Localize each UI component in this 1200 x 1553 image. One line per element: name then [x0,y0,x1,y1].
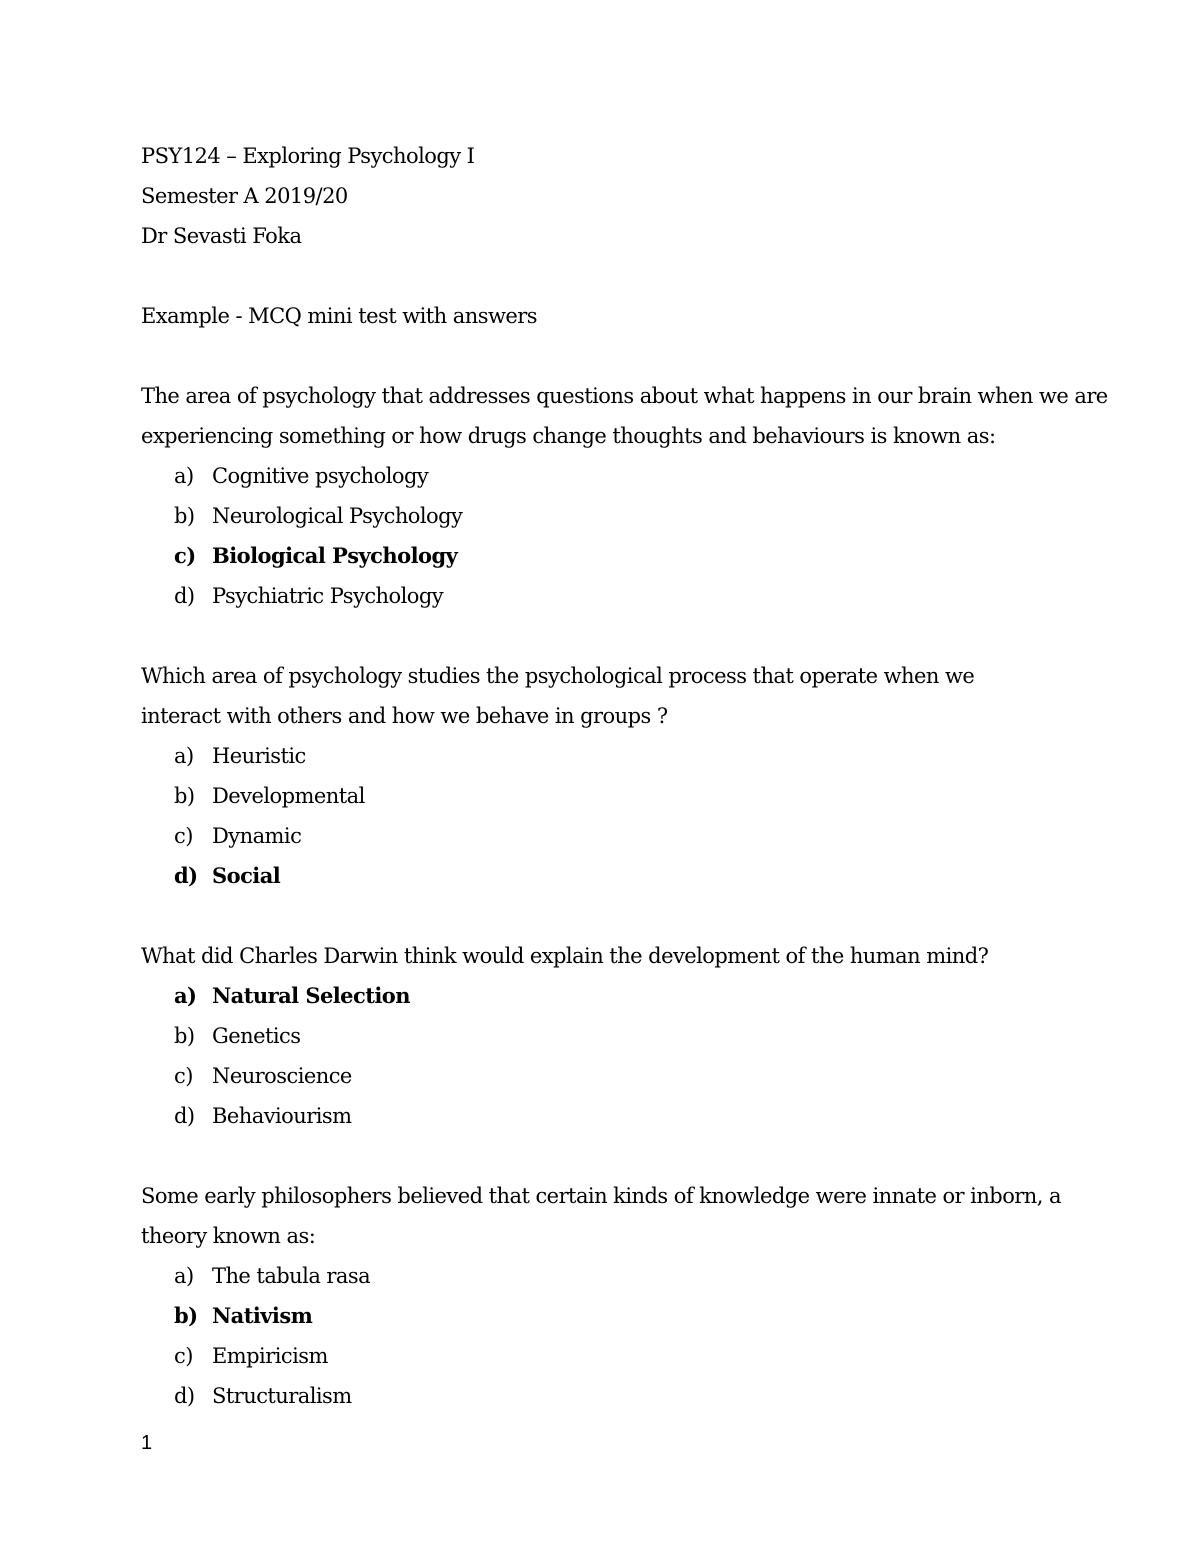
option-letter: c) [174,1064,193,1088]
answer-options [141,976,1131,1136]
question-text: theory known as: [141,1224,316,1248]
option-letter: b) [174,1024,195,1048]
option-letter: b) [174,784,195,808]
option-text: Empiricism [212,1344,328,1368]
answer-options [141,456,1131,616]
option-text: Dynamic [212,824,302,848]
answer-option [141,456,1131,496]
option-letter: d) [174,1384,195,1408]
option-text: Cognitive psychology [212,464,429,488]
question-text: experiencing something or how drugs change thoughts and behaviours is known as: [141,424,996,448]
page-number: 1 [141,1432,153,1454]
answer-option [141,1096,1131,1136]
spacer [141,1136,1131,1176]
option-text: Natural Selection [212,983,410,1008]
option-text: Developmental [212,784,365,808]
answer-options [141,1256,1131,1416]
option-letter: c) [174,824,193,848]
lecturer-name: Dr Sevasti Foka [141,224,302,248]
answer-option [141,1016,1131,1056]
answer-option [141,1256,1131,1296]
option-letter: b) [174,1303,198,1328]
correct-answer-option [141,536,1131,576]
course-title: PSY124 – Exploring Psychology I [141,144,475,168]
answer-option [141,816,1131,856]
option-letter: d) [174,1104,195,1128]
spacer [141,616,1131,656]
option-letter: d) [174,584,195,608]
spacer [141,336,1131,376]
question-text: Which area of psychology studies the psychological process that operate when we [141,664,975,688]
correct-answer-option [141,976,1131,1016]
question-text: interact with others and how we behave in groups ? [141,704,668,728]
option-text: Neurological Psychology [212,504,463,528]
correct-answer-option [141,1296,1131,1336]
option-letter: a) [174,983,197,1008]
answer-option [141,776,1131,816]
option-text: Heuristic [212,744,306,768]
answer-option [141,736,1131,776]
spacer [141,256,1131,296]
option-letter: a) [174,464,194,488]
test-title: Example - MCQ mini test with answers [141,304,537,328]
semester-label: Semester A 2019/20 [141,184,348,208]
answer-option [141,1376,1131,1416]
question-text: Some early philosophers believed that certain kinds of knowledge were innate or inborn, a [141,1184,1061,1208]
answer-option [141,496,1131,536]
option-text: Biological Psychology [212,543,458,568]
question-text: The area of psychology that addresses questions about what happens in our brain when we are [141,384,1108,408]
question-block [141,936,1131,1136]
option-text: Social [212,863,281,888]
option-letter: a) [174,744,194,768]
option-letter: c) [174,543,196,568]
option-text: Neuroscience [212,1064,352,1088]
answer-options [141,736,1131,896]
spacer [141,896,1131,936]
option-text: Genetics [212,1024,301,1048]
option-text: Psychiatric Psychology [212,584,444,608]
question-text: What did Charles Darwin think would explain the development of the human mind? [141,944,989,968]
answer-option [141,576,1131,616]
question-block [141,656,1131,896]
document-body [141,136,1131,1416]
option-text: The tabula rasa [212,1264,371,1288]
option-letter: b) [174,504,195,528]
answer-option [141,1056,1131,1096]
option-letter: d) [174,863,198,888]
question-list [141,376,1131,1416]
option-text: Nativism [212,1303,313,1328]
correct-answer-option [141,856,1131,896]
option-letter: a) [174,1264,194,1288]
option-letter: c) [174,1344,193,1368]
question-block [141,376,1131,616]
question-block [141,1176,1131,1416]
answer-option [141,1336,1131,1376]
option-text: Structuralism [212,1384,352,1408]
option-text: Behaviourism [212,1104,352,1128]
